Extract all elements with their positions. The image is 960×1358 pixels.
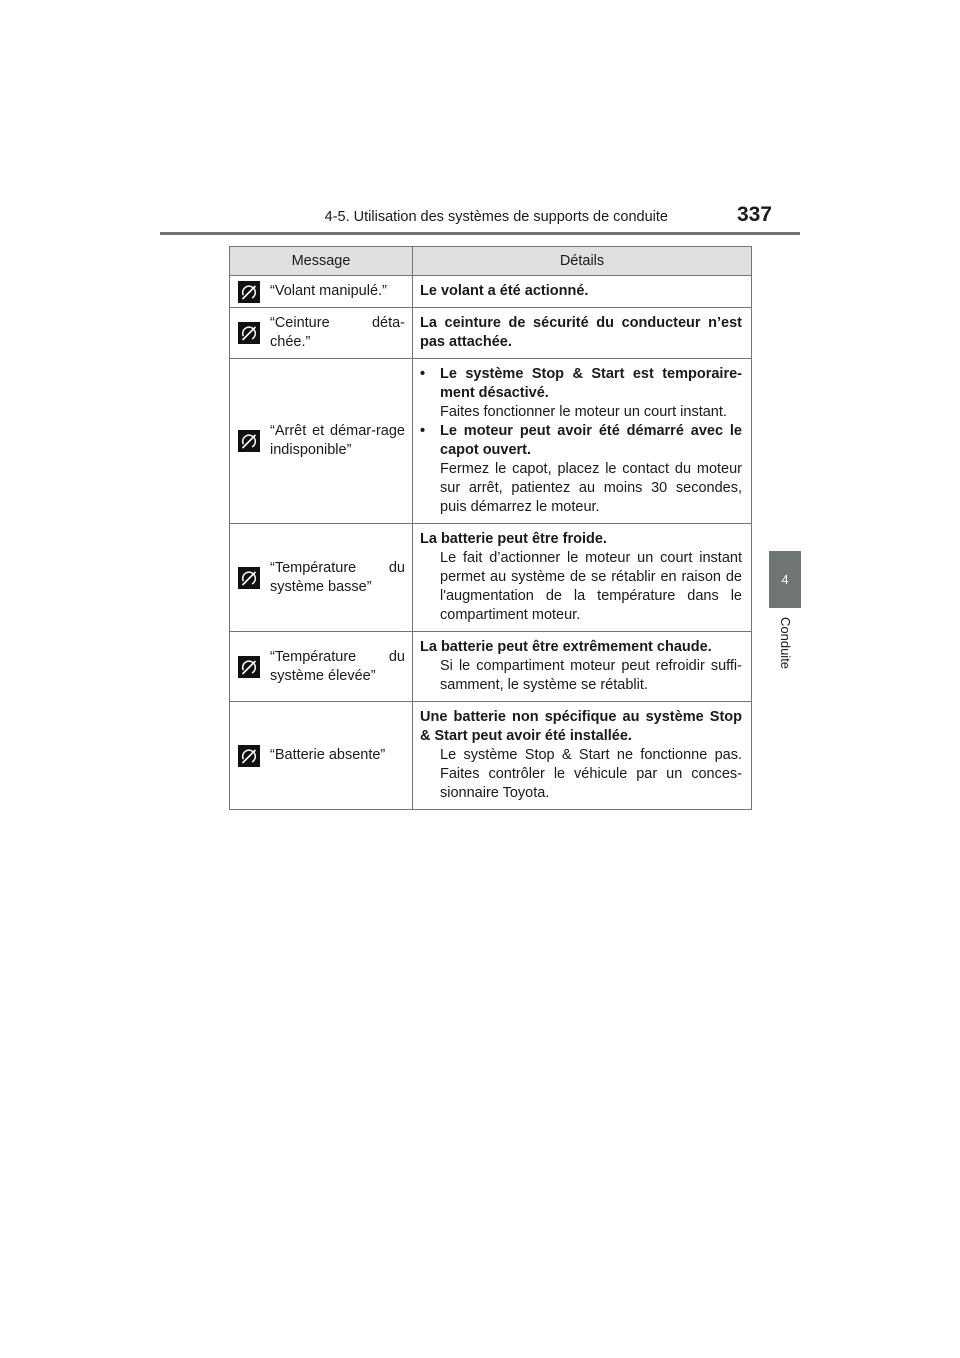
stop-start-indicator-icon [238, 281, 260, 303]
detail-text: Si le compartiment moteur peut refroidir suffi-samment, le système se rétablit. [440, 658, 742, 693]
detail-heading: La batterie peut être froide. [420, 531, 607, 547]
message-cell [230, 524, 413, 632]
bullet-dot: • [420, 423, 426, 439]
stop-start-indicator-icon [238, 322, 260, 344]
details-cell [413, 359, 752, 524]
message-cell [230, 308, 413, 359]
column-header-details: Détails [413, 247, 752, 276]
bullet-heading: Le système Stop & Start est temporaire-ment désactivé. [440, 366, 742, 401]
details-cell [413, 702, 752, 810]
details-cell [413, 308, 752, 359]
bullet-heading: Le moteur peut avoir été démarré avec le capot ouvert. [440, 423, 742, 458]
details-cell [413, 524, 752, 632]
table-row [230, 276, 752, 308]
detail-text: Le système Stop & Start ne fonctionne pas. Faites contrôler le véhicule par un conces-sionnaire Toyota. [440, 747, 742, 801]
message-cell [230, 632, 413, 702]
message-cell [230, 276, 413, 308]
details-cell [413, 632, 752, 702]
detail-bullet [420, 365, 742, 422]
stop-start-indicator-icon [238, 430, 260, 452]
details-cell [413, 276, 752, 308]
detail-heading: La ceinture de sécurité du conducteur n’est pas attachée. [420, 315, 742, 350]
detail-text: Le fait d’actionner le moteur un court instant permet au système de se rétablir en raison de l'augmentation de la température dans le compartiment moteur. [440, 550, 742, 623]
message-text: “Batterie absente” [270, 747, 386, 763]
column-header-message: Message [230, 247, 413, 276]
stop-start-indicator-icon [238, 567, 260, 589]
message-cell [230, 702, 413, 810]
message-text: “Ceinture déta-chée.” [270, 315, 405, 350]
table-row [230, 359, 752, 524]
table-row [230, 308, 752, 359]
table-header-row [230, 247, 752, 276]
chapter-tab-label: Conduite [778, 617, 793, 670]
message-text: “Volant manipulé.” [270, 283, 387, 299]
header-rule [160, 232, 800, 235]
message-text: “Température du système basse” [270, 559, 405, 595]
table-row [230, 524, 752, 632]
message-table [229, 246, 752, 810]
stop-start-indicator-icon [238, 656, 260, 678]
bullet-text: Fermez le capot, placez le contact du moteur sur arrêt, patientez au moins 30 secondes, puis démarrez le moteur. [440, 461, 742, 515]
detail-heading: Une batterie non spécifique au système Stop & Start peut avoir été installée. [420, 709, 742, 744]
message-text: “Température du système élevée” [270, 648, 405, 684]
table-row [230, 702, 752, 810]
table-row [230, 632, 752, 702]
page-number: 337 [736, 203, 772, 226]
bullet-dot: • [420, 366, 426, 382]
detail-bullet [420, 422, 742, 517]
stop-start-indicator-icon [238, 745, 260, 767]
bullet-text: Faites fonctionner le moteur un court instant. [440, 404, 727, 420]
message-text: “Arrêt et démar-rage indisponible” [270, 423, 405, 458]
chapter-tab: 4 [769, 551, 801, 608]
message-cell [230, 359, 413, 524]
chapter-title: 4-5. Utilisation des systèmes de supports de conduite [324, 209, 668, 225]
detail-heading: Le volant a été actionné. [420, 283, 589, 299]
detail-heading: La batterie peut être extrêmement chaude. [420, 639, 712, 655]
